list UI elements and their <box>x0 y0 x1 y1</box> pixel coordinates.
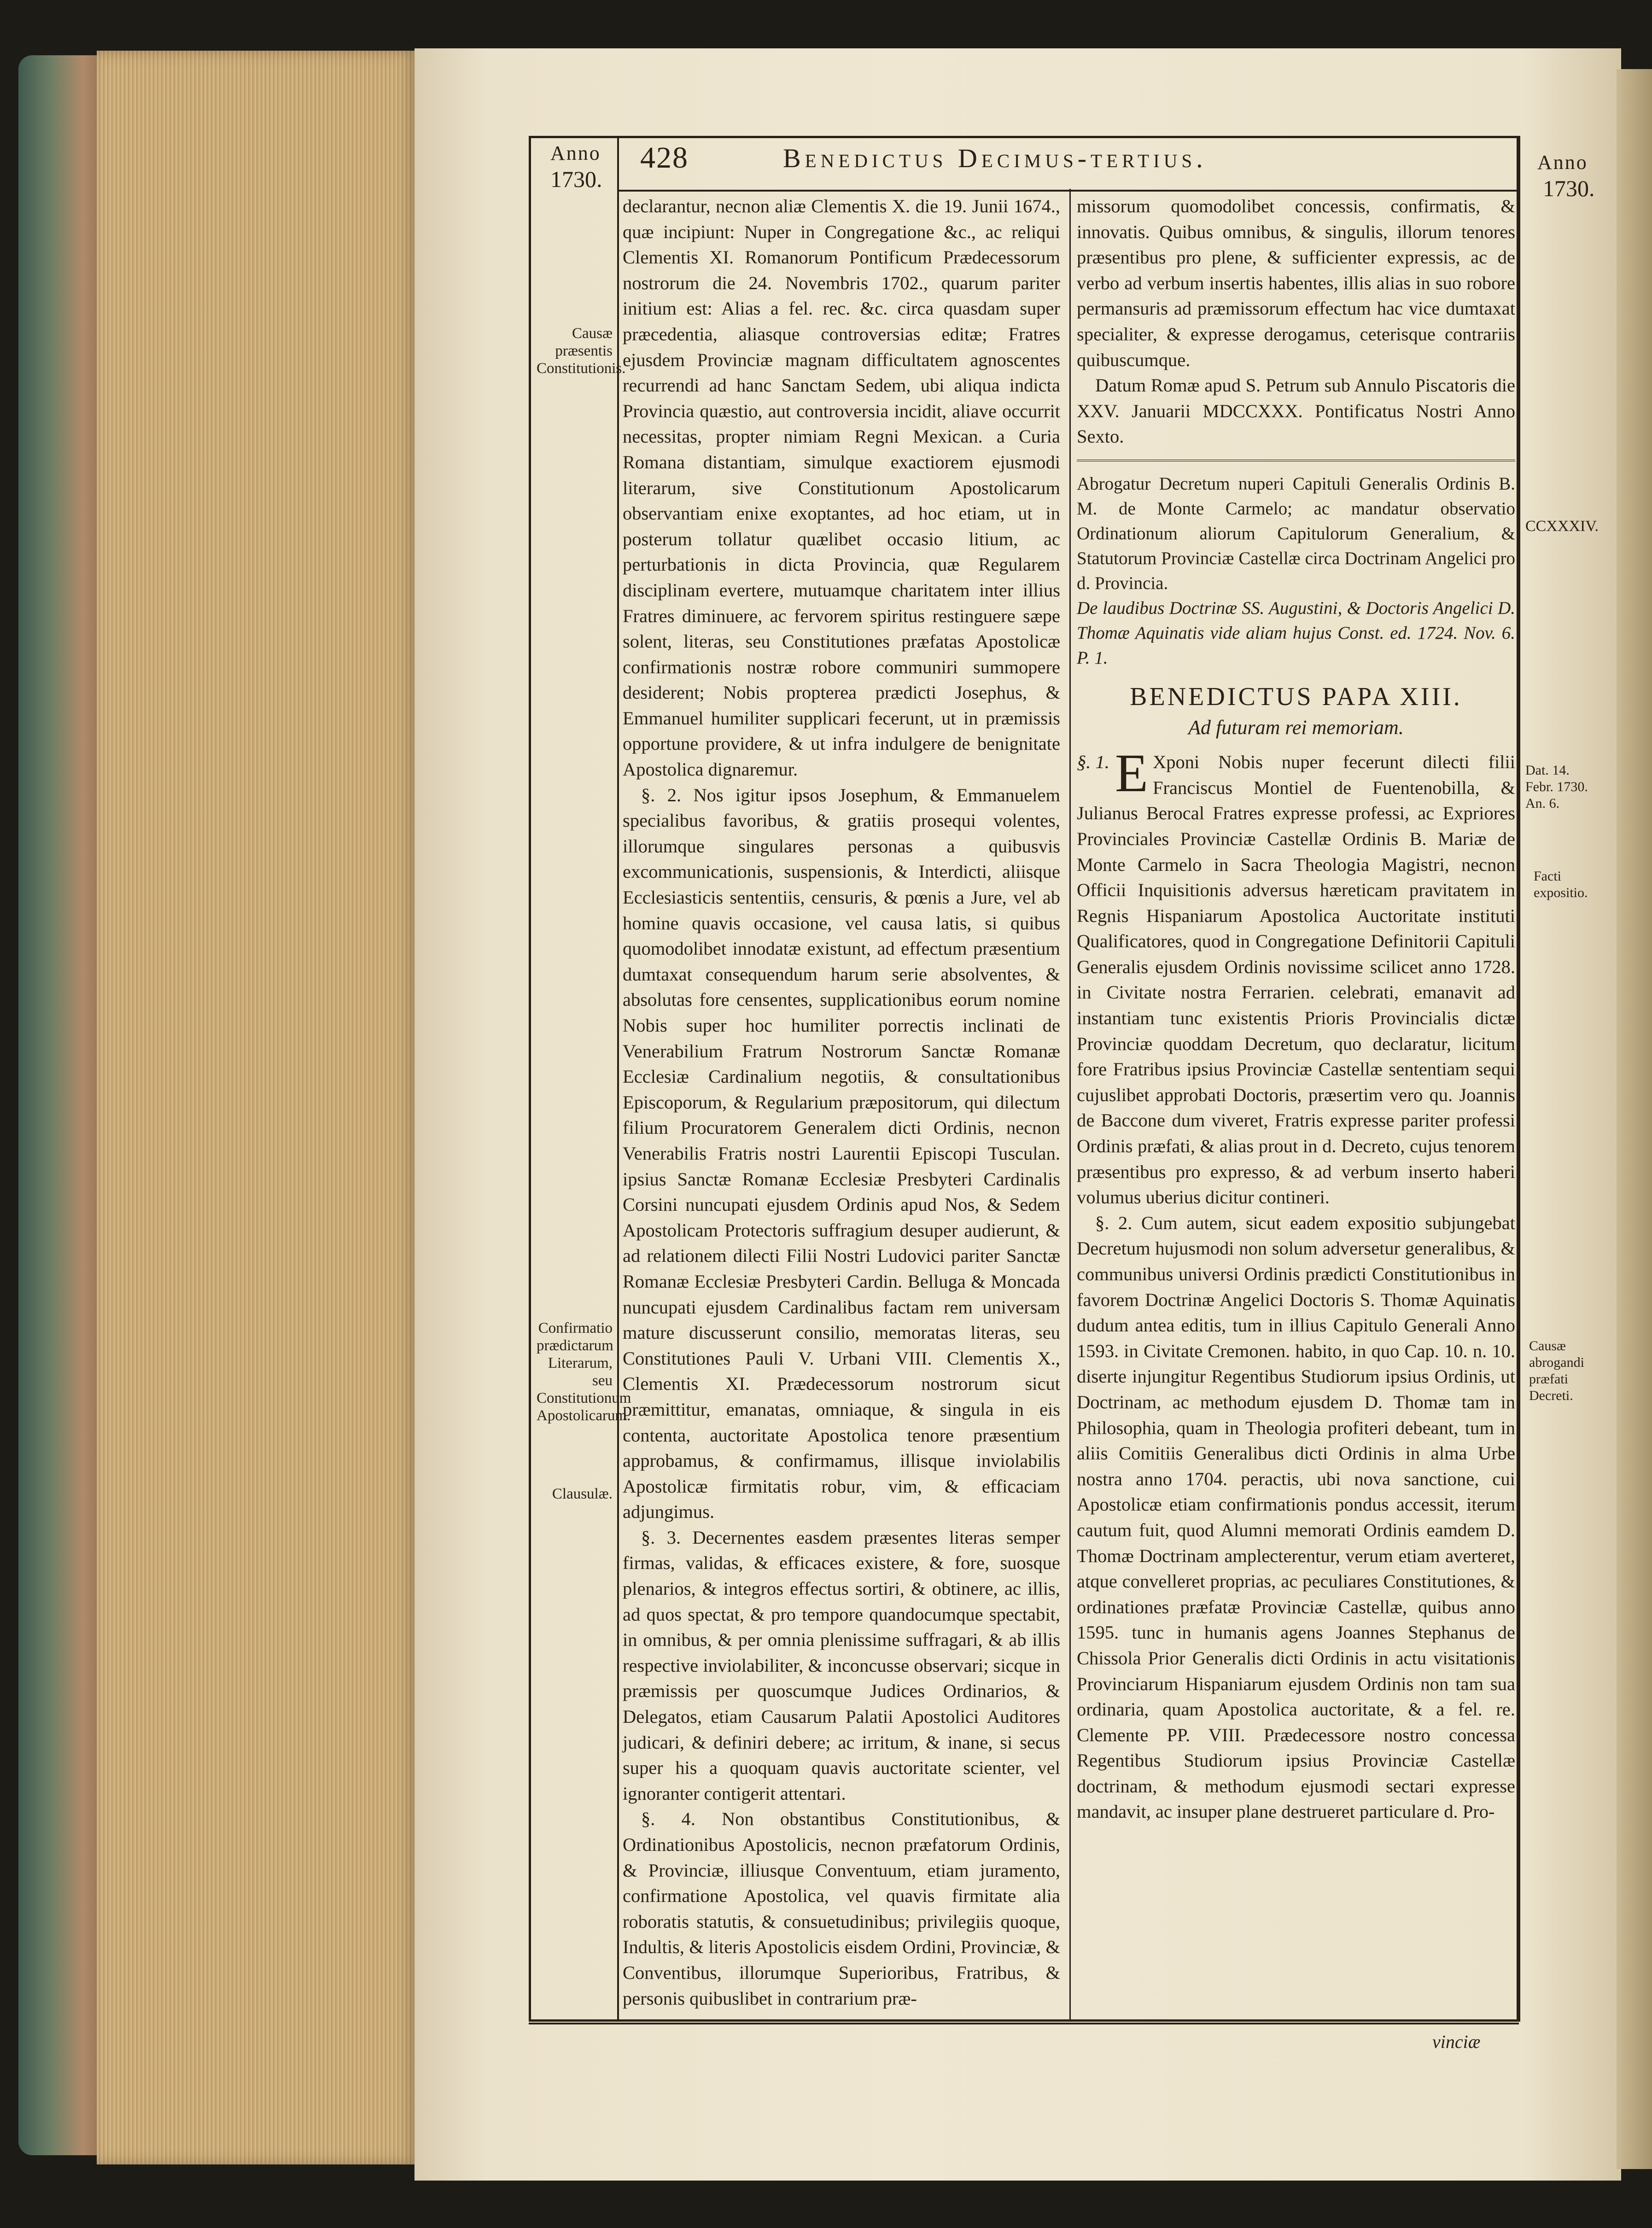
section-1-text: Xponi Nobis nuper fecerunt dilecti filii Franciscus Montiel de Fuentenobilla, & Julianus Berocal Fratres expresse professi, ac Expriores Provinciales Provinciæ Castellæ Ordinis B. Mariæ de Monte Carmelo in Sacra Theologia Magistri, necnon Officii Inquisitionis adversus hæreticam pravitatem in Regnis Hispaniarum Apostolica Auctoritate instituti Qualificatores, quod in Congregatione Definitorii Capituli Generalis ejusdem Ordinis novissime scilicet anno 1728. in Civitate nostra Ferrarien. celebrati, emanavit ad instantiam tunc existentis Prioris Provincialis dictæ Provinciæ quoddam Decretum, quo declaratur, licitum fore Fratribus ipsius Provinciæ Castellæ sententiam sequi cujuslibet approbati Doctoris, præsertim vero qu. Joannis de Baccone dum viveret, Fratris expresse pariter professi Ordinis præfati, & alias prout in d. Decreto, cujus tenorem præsentibus pro expresso, & ad verbum inserto haberi volumus uberius dicitur contineri. <box>1077 752 1515 1208</box>
anno-left-year: 1730. <box>550 166 602 192</box>
section-1-label: §. 1. <box>1077 752 1109 773</box>
datum-line: Datum Romæ apud S. Petrum sub Annulo Piscatoris die XXV. Januarii MDCCXXX. Pontificatus Nostri Anno Sexto. <box>1077 375 1515 447</box>
left-paragraph: declarantur, necnon aliæ Clementis X. die 19. Junii 1674., quæ incipiunt: Nuper in Congregatione &c., ac reliqui Clementis XI. Romanorum Pontificum Prædecessorum nostrorum die 24. Novembris 1702., quarum pariter initium est: Alias a fel. rec. &c. circa quasdam super præcedentia, aliasque controversias editæ; Fratres ejusdem Provinciæ magnam difficultatem agnoscentes recurrendi ad hanc Sanctam Sedem, ubi aliqua indicta Provincia quæstio, aut controversia incidit, aliave occurrit necessitas, propter nimiam Regni Mexican. a Curia Romana distantiam, simulque exactiorem ejusmodi literarum, sive Constitutionum Apostolicarum observantiam enixe exoptantes, ad hoc etiam, ut in posterum tollatur quælibet occasio litium, ac perturbationis in dicta Provincia, quæ Regularem disciplinam evertere, mutuamque charitatem inter illius Fratres diminuere, ac fervorem spiritus restinguere sæpe solent, literas, seu Constitutiones præfatas Apostolicæ confirmationis nostræ robore communiri summopere desiderent; Nobis propterea prædicti Josephus, & Emmanuel humiliter supplicari fecerunt, ut in præmissis opportune providere, & ut infra indulgere de benignitate Apostolica dignaremur. <box>623 196 1060 780</box>
anno-left <box>550 140 602 192</box>
running-head: Benedictus Decimus-tertius. <box>783 143 1207 173</box>
margin-note-facti: Facti expositio. <box>1534 869 1588 900</box>
left-paragraph: §. 2. Nos igitur ipsos Josephum, & Emmanuelem specialibus favoribus, & gratiis prosequi volentes, illorumque singulares personas a quibusvis excommunicationis, suspensionis, & Interdicti, aliisque Ecclesiasticis sententiis, censuris, & pœnis a Jure, vel ab homine quavis occasione, vel causa latis, si quibus quomodolibet innodatæ existunt, ad effectum præsentium dumtaxat consequendum harum serie absolventes, & absolutas fore censentes, supplicationibus eorum nomine Nobis super hoc humiliter porrectis inclinati de Venerabilium Fratrum Nostrorum Sanctæ Romanæ Ecclesiæ Cardinalium negotiis, & consultationibus Episcoporum, & Regularium præpositorum, qui dilectum filium Procuratorem Generalem dicti Ordinis, necnon Venerabilis Fratris nostri Laurentii Episcopi Tusculan. ipsius Sanctæ Romanæ Ecclesiæ Presbyteri Cardinalis Corsini nuncupati ejusdem Ordinis apud Nos, & Sedem Apostolicam Protectoris suffragium desuper audierunt, & ad relationem dilecti Filii Nostri Ludovici pariter Sanctæ Romanæ Ecclesiæ Presbyteri Cardin. Belluga & Moncada nuncupati ejusdem Cardinalibus factam rem universam mature discusserunt consilio, memoratas literas, seu Constitutiones Pauli V. Urbani VIII. Clementis X., Clementis XI. Prædecessorum nostrorum sicut præmittitur, emanatas, omniaque, & singula in eis contenta, auctoritate Apostolica tenore præsentium approbamus, & confirmamus, illisque inviolabilis Apostolicæ firmitatis robur, vim, & efficaciam adjungimus. <box>623 784 1060 1522</box>
page-edges <box>97 51 419 2164</box>
anno-right-label: Anno <box>1537 151 1588 174</box>
decree-summary: Abrogatur Decretum nuperi Capituli Generalis Ordinis B. M. de Monte Carmelo; ac mandatur observatio Ordinationum aliorum Capitulorum Generalium, & Statutorum Provinciæ Castellæ circa Doctrinam Angelici pro d. Provincia. <box>1077 473 1515 593</box>
anno-right <box>1537 150 1595 201</box>
right-column <box>1077 193 1515 1825</box>
catchword: vinciæ <box>1432 2031 1481 2052</box>
left-column <box>623 193 1060 2011</box>
left-paragraph: §. 3. Decernentes easdem præsentes literas semper firmas, validas, & efficaces existere, & fore, suosque plenarios, & integros effectus sortiri, & obtinere, ac illis, ad quos spectat, & pro tempore quandocumque spectabit, in omnibus, & per omnia plenissime suffragari, & ab illis respective inviolabiliter, & inconcusse observari; sicque in præmissis per quoscumque Judices Ordinarios, & Delegatos, etiam Causarum Palatii Apostolici Auditores judicari, & definiri debere; ac irritum, & inane, si secus super his a quoquam quavis auctoritate scienter, vel ignoranter contigerit attentari. <box>623 1527 1060 1804</box>
margin-note-confirmatio: Confirmatio prædictarum Literarum, seu Constitutionum Apostolicarum. <box>537 1320 631 1424</box>
margin-rule-left <box>617 136 619 2022</box>
right-continuation: missorum quomodolibet concessis, confirmatis, & innovatis. Quibus omnibus, & singulis, illorum tenores præsentibus pro plene, & sufficienter expressis, ac de verbo ad verbum insertis habentes, illis alias in suo robore permansuris ad præmissorum effectum hac vice dumtaxat specialiter, & expresse derogamus, ceterisque contrariis quibuscumque. <box>1077 196 1515 370</box>
next-page-edge <box>1617 69 1652 2169</box>
bottom-rule <box>529 2023 1519 2024</box>
column-rule <box>1069 189 1071 2022</box>
header-rule <box>617 190 1519 192</box>
left-paragraph: §. 4. Non obstantibus Constitutionibus, & Ordinationibus Apostolicis, necnon præfatorum Ordinis, & Provinciæ, illiusque Conventuum, etiam juramento, confirmatione Apostolica, vel quavis firmitate alia roboratis statutis, & consuetudinibus; privilegiis quoque, Indultis, & literis Apostolicis eisdem Ordini, Provinciæ, & Conventibus, illorumque Superioribus, Fratribus, & personis quibuslibet in contrarium præ- <box>623 1808 1060 2009</box>
margin-note-causae-abrogandi: Causæ abrogandi præfati Decreti. <box>1529 1338 1584 1403</box>
separator-rule <box>1077 460 1515 461</box>
memoria-heading: Ad futuram rei memoriam. <box>1188 716 1404 739</box>
margin-note-const-number: CCXXXIV. <box>1525 518 1599 535</box>
section-1 <box>1077 743 1515 1210</box>
anno-right-year: 1730. <box>1543 175 1595 201</box>
section-2: §. 2. Cum autem, sicut eadem expositio subjungebat Decretum hujusmodi non solum adversetur generalibus, & communibus universi Ordinis prædicti Constitutionibus in favorem Doctrinæ Angelici Doctoris S. Thomæ Aquinatis dudum antea editis, tum in illius Capitulo Generali Anno 1593. in Civitate Cremonen. habito, in quo Cap. 10. n. 10. diserte injungitur Regentibus Studiorum ipsius Ordinis, ut Doctrinam, ac methodum ejusdem D. Thomæ tam in Philosophia, quam in Theologia profiteri debeant, tum in aliis Comitiis Generalibus dicti Ordinis in alma Urbe nostra anno 1704. peractis, ubi nova sanctione, cui Apostolicæ etiam confirmationis pondus accessit, iterum cautum fuit, quod Alumni memorati Ordinis eamdem D. Thomæ Doctrinam amplecterentur, verum etiam averteret, atque convelleret proprias, ac peculiares Constitutiones, & ordinationes præfatæ Provinciæ Castellæ, quibus anno 1595. tunc in humanis agens Joannes Stephanus de Chissola Prior Generalis dicti Ordinis in actu visitationis Provinciarum Hispaniarum ejusdem Ordinis non tam sua ordinaria, quam Apostolica auctoritate, & a fel. re. Clemente PP. VIII. Prædecessore nostro concessa Regentibus Studiorum ipsius Provinciæ Castellæ doctrinam, & methodum ejusmodi sectari expresse mandavit, ac insuper plane destrueret particulare d. Pro- <box>1077 1212 1515 1822</box>
page-number: 428 <box>640 141 689 175</box>
anno-left-label: Anno <box>550 142 601 164</box>
cross-reference: De laudibus Doctrinæ SS. Augustini, & Doctoris Angelici D. Thomæ Aquinatis vide aliam hujus Const. ed. 1724. Nov. 6. P. 1. <box>1077 598 1515 668</box>
margin-note-causae: Causæ præsentis Constitutionis. <box>537 325 626 377</box>
pope-title: BENEDICTUS PAPA XIII. <box>1130 682 1462 711</box>
margin-note-date: Dat. 14. Febr. 1730. An. 6. <box>1525 763 1588 811</box>
margin-note-clausulae: Clausulæ. <box>552 1486 613 1502</box>
drop-cap: E <box>1115 743 1148 804</box>
margin-rule-right <box>1519 136 1520 2022</box>
